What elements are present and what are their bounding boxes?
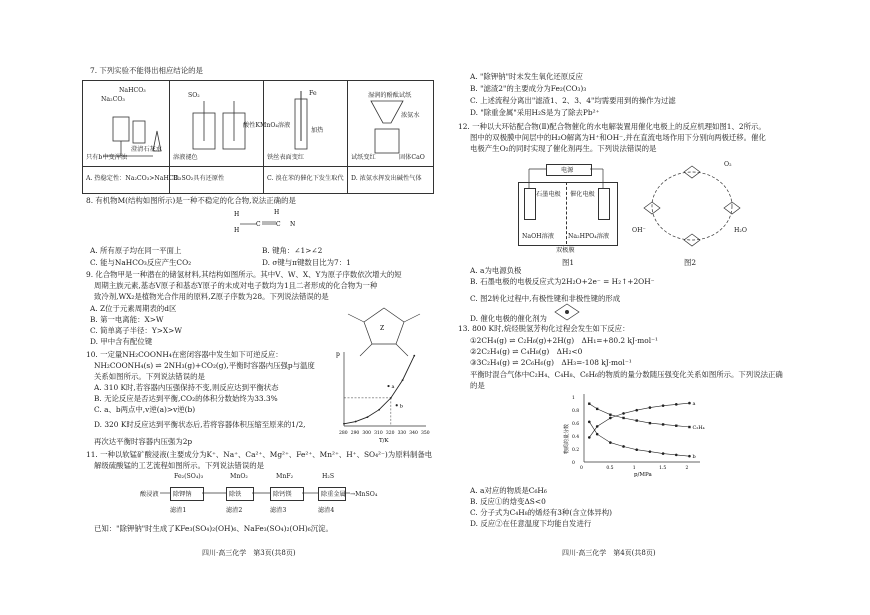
series-marker-0 <box>649 406 652 409</box>
series-marker-1 <box>662 423 664 425</box>
q12-fig2-cycle <box>634 156 750 256</box>
q7-label-na2co3: Na₂CO₃ <box>101 96 125 103</box>
q7-label-limewater: 澄清石灰水 <box>131 146 162 153</box>
q11-flowchart <box>140 472 386 518</box>
y-axis-label: p <box>336 351 340 358</box>
series-marker-0 <box>635 409 638 412</box>
curve-point <box>355 421 357 423</box>
point-a <box>387 385 389 387</box>
q13-option-d: D. 反应②在任意温度下均能自发进行 <box>470 519 592 528</box>
series-marker-1 <box>588 403 590 405</box>
q8-option-c: C. 能与NaHCO₃反应产生CO₂ <box>90 258 192 267</box>
q7-option-d: D. 浓氨水挥发出碱性气体 <box>351 175 422 182</box>
x-tick-label: 300 <box>362 431 372 436</box>
x-tick-label: 2 <box>685 466 689 471</box>
q12-fig1 <box>516 160 622 256</box>
q11-note: 已知："除钾钠"时生成了KFe₃(SO₄)₂(OH)₆、NaFe₃(SO₄)₂(OH)₆沉淀。 <box>94 524 333 533</box>
q13-chart <box>560 388 710 478</box>
y-tick-label: 0 <box>572 461 575 466</box>
svg-text:C: C <box>256 221 261 228</box>
q13-option-c: C. 分子式为C₄H₈的烯烃有3种(含立体异构) <box>470 508 613 517</box>
q11-option-a: A. "除钾钠"时未发生氧化还原反应 <box>470 72 583 81</box>
q11-reagent-2: MnO₂ <box>230 473 248 480</box>
q11-line-2: 解级硫酸锰的工艺流程如图所示。下列说法错误的是 <box>94 461 264 470</box>
q7-label-so2: SO₂ <box>188 92 200 99</box>
series-marker-2 <box>675 454 678 457</box>
curve-point <box>402 379 404 381</box>
q12-option-d: D. 催化电极的催化剂为 <box>470 314 547 323</box>
q12-line-2: 电极产生O₂的同时实现了催化剂再生。下列说法错误的是 <box>470 144 657 153</box>
q9-stem: 9. 化合物甲是一种潜在的储氢材料,其结构如图所示。其中V、W、X、Y为原子序数依次增大的短 <box>86 270 402 279</box>
x-tick-label: 350 <box>421 431 430 436</box>
q7-table <box>82 80 434 194</box>
q13-reaction-2: ②2C₂H₄(g) ⇌ C₄H₈(g) ΔH₂<0 <box>470 347 583 356</box>
q11-reagent-1: Fe₂(SO₄)₃ <box>174 473 204 480</box>
x-tick-label: 1 <box>632 466 636 471</box>
q12-membrane-line <box>566 182 567 244</box>
left-footer: 四川·高三化学 第3页(共8页) <box>202 549 296 557</box>
series-marker-1 <box>622 417 624 419</box>
x-tick-label: 310 <box>374 431 383 436</box>
q10-option-a: A. 310 K时,若容器内压强保持不变,则反应达到平衡状态 <box>94 383 279 392</box>
q12-option-a: A. a为电源负极 <box>470 266 522 275</box>
q8-option-b: B. 键角：∠1>∠2 <box>262 246 323 255</box>
q12-fig1-caption: 图1 <box>562 258 575 267</box>
q11-residue-3: 滤渣3 <box>270 507 287 514</box>
q12-right-electrode-label: 催化电极 <box>570 191 595 198</box>
series-marker-0 <box>662 404 665 407</box>
y-axis-label: 物质的量分数 <box>564 423 570 454</box>
series-marker-2 <box>588 421 591 424</box>
q7-label-fe: Fe <box>309 90 317 97</box>
svg-text:H: H <box>234 211 240 218</box>
series-marker-1 <box>609 414 611 416</box>
q13-reaction-3: ③3C₂H₄(g) ⇌ 2C₆H₆(g) ΔH₃=-108 kJ·mol⁻¹ <box>470 358 632 367</box>
q11-residue-4: 滤渣4 <box>318 507 335 514</box>
series-marker-1 <box>675 425 677 427</box>
x-axis-label: T/K <box>379 438 389 444</box>
q7-label-cao: 固体CaO <box>399 154 425 161</box>
left-page <box>82 0 434 615</box>
q8-option-d: D. σ键与π键数目比为7：1 <box>262 258 351 267</box>
series-marker-0 <box>596 425 599 428</box>
q7-label-nahco3: NaHCO₃ <box>119 87 146 94</box>
q13-line-2: 的是 <box>470 381 485 390</box>
x-tick-label: 320 <box>385 431 395 436</box>
x-tick-label: 1.5 <box>659 466 667 471</box>
q9-option-b: B. 第一电离能：X>W <box>90 315 164 324</box>
q12-left-electrode-label: 石墨电极 <box>536 191 561 198</box>
curve-point <box>413 355 415 357</box>
x-tick-label: 290 <box>350 431 360 436</box>
svg-text:Z: Z <box>380 325 385 332</box>
q11-reagent-4: H₂S <box>322 473 335 480</box>
q10-stem: 10. 一定量NH₂COONH₄在密闭容器中发生如下可逆反应： <box>86 350 283 359</box>
q11-input: 酸浸液 <box>140 491 159 498</box>
q11-option-c: C. 上述流程分离出"滤渣1、2、3、4"均需要用到的操作为过滤 <box>470 96 676 105</box>
q13-line-1: 平衡时混合气体中C₂H₄、C₄H₈、C₆H₆的物质的量分数随压强变化关系如图所示。下列说法正确 <box>470 370 783 379</box>
q12-fig2-caption: 图2 <box>684 258 697 267</box>
q11-option-d: D. "除重金属"采用H₂S是为了除去Pb²⁺ <box>470 108 600 117</box>
q11-residue-1: 滤渣1 <box>170 507 187 514</box>
series-marker-0 <box>688 402 691 405</box>
q11-step-2: 除铁 <box>226 487 254 501</box>
q7-option-b: B. SO₂具有还原性 <box>173 175 225 182</box>
q11-step-3: 除钙镁 <box>270 487 304 501</box>
q7-label-phenol-paper: 湿润的酚酞试纸 <box>368 92 412 99</box>
q11-residue-2: 滤渣2 <box>226 507 243 514</box>
equilibrium-curve <box>344 356 414 424</box>
series-marker-0 <box>622 412 625 415</box>
q13-stem: 13. 800 K时,烷烃脱氢芳构化过程会发生如下反应： <box>458 324 630 333</box>
q10-line-2: 关系如图所示。下列说法错误的是 <box>94 372 205 381</box>
series-marker-1 <box>596 408 598 410</box>
q10-chart <box>334 346 434 442</box>
q7-label-heat: 加热 <box>311 127 324 134</box>
q11-step-4: 除重金属 <box>318 487 346 501</box>
q12-line-1: 图中的双极膜中间层中的H₂O解离为H⁺和OH⁻,并在直流电场作用下分别向两极迁移。催化 <box>470 133 766 142</box>
y-tick-label: 0.4 <box>572 435 580 441</box>
curve-point <box>378 409 380 411</box>
q12-power-supply: 电源 <box>546 164 592 176</box>
x-axis-label: p/MPa <box>634 472 652 478</box>
svg-text:N: N <box>290 221 296 228</box>
y-tick-label: 1 <box>572 396 575 402</box>
q9-line-1: 周期主族元素,基态V原子和基态Y原子的未成对电子数均为1且二者形成的化合物为一种 <box>94 281 378 290</box>
series-marker-2 <box>596 433 599 436</box>
q10-line-1: NH₂COONH₄(s) ⇌ 2NH₃(g)+CO₂(g),平衡时容器内压强p与温度 <box>94 361 315 370</box>
q12-membrane-label: 双极膜 <box>556 247 575 254</box>
q9-option-c: C. 简单离子半径：Y>X>W <box>90 326 182 335</box>
series-marker-1 <box>688 426 690 428</box>
series-line-1 <box>589 404 689 427</box>
q12-right-solution: Na₂HPO₄溶液 <box>568 233 610 240</box>
q12-catalyst-structure <box>552 302 582 324</box>
series-line-0 <box>589 403 689 437</box>
svg-text:H: H <box>274 209 280 216</box>
q9-line-2: 致冷剂,WX₂是植物光合作用的原料,Z原子序数为28。下列说法错误的是 <box>94 292 329 301</box>
right-page <box>458 0 792 615</box>
point-label-a: a <box>391 384 395 391</box>
right-footer: 四川·高三化学 第4页(共8页) <box>562 549 656 557</box>
series-line-2 <box>589 422 689 456</box>
x-tick-label: 340 <box>409 431 418 436</box>
series-marker-2 <box>635 448 638 451</box>
series-marker-0 <box>609 417 612 420</box>
series-marker-1 <box>649 422 651 424</box>
q7-phenomenon-c: 铁丝表面变红 <box>267 154 305 161</box>
q7-option-c: C. 溴在苯的催化下发生取代 <box>267 175 344 182</box>
q11-option-b: B. "滤渣2"的主要成分为Fe₂(CO₃)₃ <box>470 84 587 93</box>
q7-label-ammonia: 浓氨水 <box>401 112 420 119</box>
q10-option-d: D. 320 K时反应达到平衡状态后,若将容器体积压缩至原来的1/2, <box>94 420 306 429</box>
q12-graphite-electrode <box>524 188 536 220</box>
q10-option-c: C. a、b两点中,v逆(a)>v逆(b) <box>94 405 196 414</box>
series-label-1: C₂H₄ <box>692 425 705 432</box>
q7-stem: 7. 下列实验不能得出相应结论的是 <box>90 66 203 75</box>
curve-point <box>343 423 345 425</box>
q10-option-b: B. 无论反应是否达到平衡,CO₂的体积分数始终为33.3% <box>94 394 278 403</box>
series-marker-0 <box>675 403 678 406</box>
curve-point <box>367 416 369 418</box>
q13-option-b: B. 反应①的焓变ΔS<0 <box>470 497 546 506</box>
series-marker-2 <box>649 450 652 453</box>
series-marker-2 <box>662 452 665 455</box>
y-tick-label: 0.2 <box>572 448 580 454</box>
x-tick-label: 0 <box>580 466 583 471</box>
q7-phenomenon-b: 溶液褪色 <box>173 154 198 161</box>
series-marker-0 <box>588 436 591 439</box>
q11-output: →MnSO₄ <box>350 491 378 498</box>
q11-step-1: 除钾钠 <box>170 487 204 501</box>
y-tick-label: 0.6 <box>572 422 580 428</box>
q12-catalyst-electrode <box>598 188 610 220</box>
q9-option-a: A. Z位于元素周期表的d区 <box>90 304 177 313</box>
q7-label-kmno4: 酸性KMnO₄溶液 <box>243 122 291 129</box>
q12-fig2-oh: OH⁻ <box>632 227 646 234</box>
q11-reagent-3: MnF₂ <box>276 473 294 480</box>
q8-stem: 8. 有机物M(结构如图所示)是一种不稳定的化合物,说法正确的是 <box>86 196 296 205</box>
q11-stem: 11. 一种以软锰矿酸浸液(主要成分为K⁺、Na⁺、Ca²⁺、Mg²⁺、Fe²⁺、Mn²⁺、H⁺、SO₄²⁻)为原料制备电 <box>86 450 433 459</box>
point-label-b: b <box>399 403 403 410</box>
q10-option-d-cont: 再次达平衡时容器内压强为2p <box>94 437 193 446</box>
y-tick-label: 0.8 <box>572 409 580 415</box>
q8-option-a: A. 所有原子均在同一平面上 <box>90 246 182 255</box>
q12-option-b: B. 石墨电极的电极反应式为2H₂O+2e⁻ = H₂↑+2OH⁻ <box>470 277 655 286</box>
q7-phenomenon-d: 试纸变红 <box>351 154 376 161</box>
series-marker-2 <box>688 455 691 458</box>
series-label-0: a <box>692 401 696 408</box>
q13-option-a: A. a对应的物质是C₆H₆ <box>470 486 547 495</box>
q12-stem: 12. 一种以大环钴配合物(Ⅱ)配合物催化的水电解装置用催化电极上的反应机理如图1、2所示。 <box>458 122 766 131</box>
series-marker-2 <box>609 441 612 444</box>
q7-phenomenon-a: 只有b中变浑浊 <box>86 154 128 161</box>
x-tick-label: 0.5 <box>606 466 614 471</box>
series-marker-2 <box>622 445 625 448</box>
q12-option-c: C. 图2转化过程中,有极性键和非极性键的形成 <box>470 294 621 303</box>
q7-option-a: A. 热稳定性：Na₂CO₃>NaHCO₃ <box>86 175 182 182</box>
series-marker-1 <box>636 419 638 421</box>
svg-text:C: C <box>276 221 281 228</box>
q12-fig2-h2o: H₂O <box>734 227 747 234</box>
x-tick-label: 280 <box>339 431 348 436</box>
point-b <box>396 404 398 406</box>
q13-reaction-1: ①2CH₄(g) ⇌ C₂H₆(g)+2H(g) ΔH₁=+80.2 kJ·mol⁻¹ <box>470 336 658 345</box>
svg-text:H: H <box>234 227 240 234</box>
q8-structure <box>232 206 302 240</box>
q9-option-d: D. 甲中含有配位键 <box>90 337 153 346</box>
q12-left-solution: NaOH溶液 <box>522 233 554 240</box>
series-label-2: b <box>692 454 696 461</box>
x-tick-label: 330 <box>397 431 407 436</box>
q12-fig2-o2: O₂ <box>724 161 732 168</box>
